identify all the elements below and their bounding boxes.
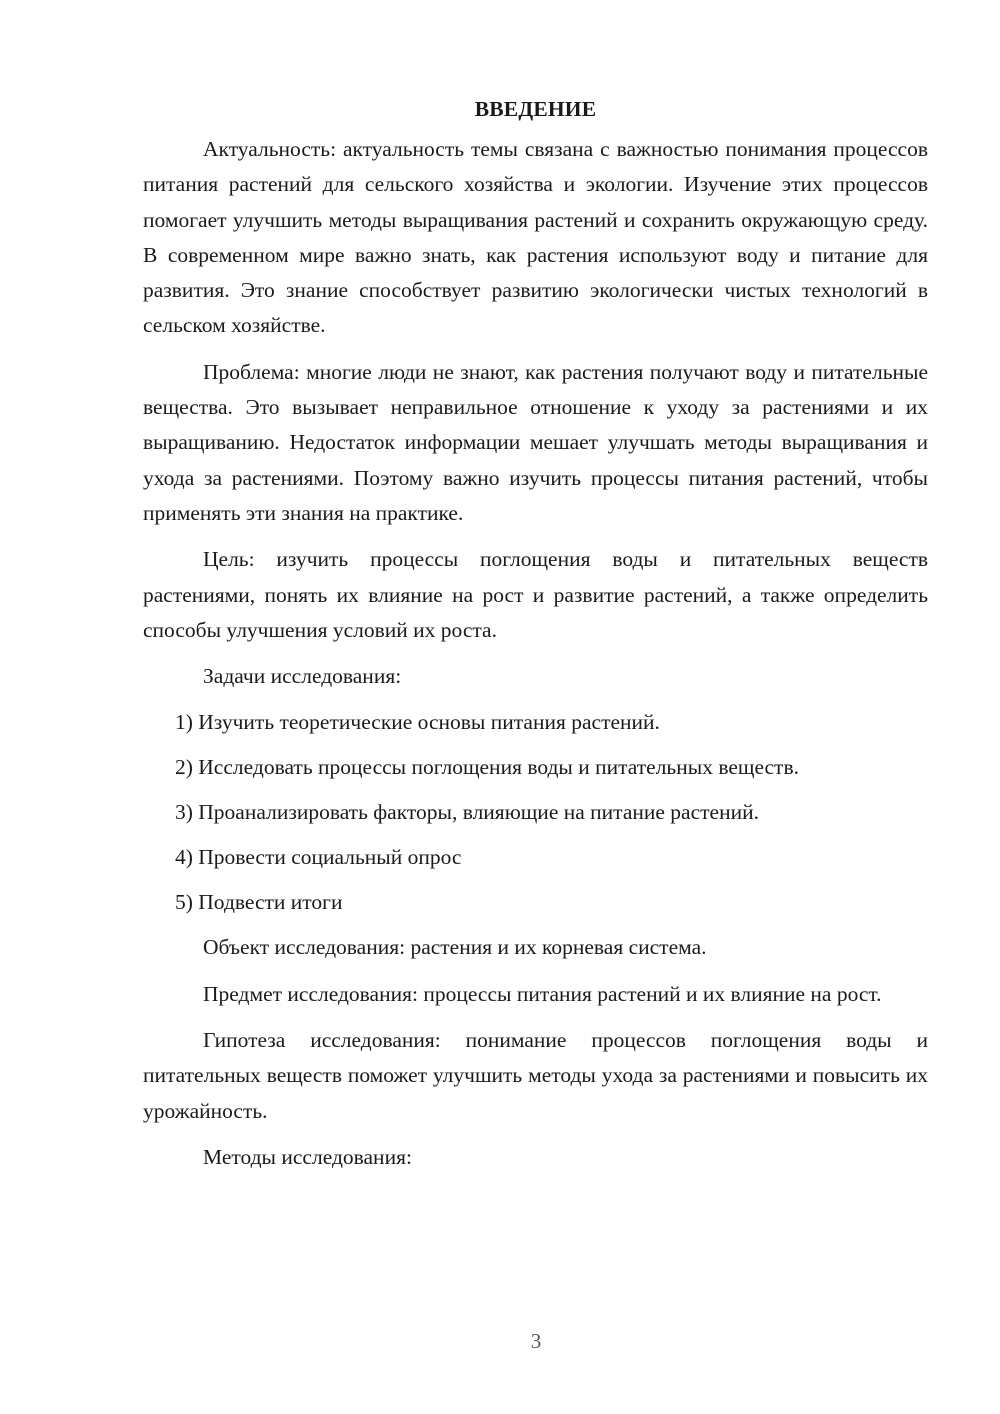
tasks-list [143,705,928,920]
subject-paragraph: Предмет исследования: процессы питания растений и их влияние на рост. [203,981,882,1006]
list-item: 1) Изучить теоретические основы питания растений. [175,710,660,735]
object-paragraph: Объект исследования: растения и их корневая система. [203,935,707,960]
page-title: ВВЕДЕНИЕ [474,97,597,121]
hypothesis-paragraph: Гипотеза исследования: понимание процессов поглощения воды и питательных веществ поможет улучшить методы ухода за растениями и повысить их урожайность. [143,1028,928,1123]
methods-heading: Методы исследования: [203,1144,412,1169]
list-item: 4) Провести социальный опрос [175,845,462,870]
goal-paragraph: Цель: изучить процессы поглощения воды и питательных веществ растениями, понять их влияние на рост и развитие растений, а также определить способы улучшения условий их роста. [143,547,928,642]
tasks-heading: Задачи исследования: [203,664,402,689]
problem-paragraph: Проблема: многие люди не знают, как растения получают воду и питательные вещества. Это вызывает неправильное отношение к уходу за растениями и их выращиванию. Недостаток информации мешает улучшать методы выращивания и ухода за растениями. Поэтому важно изучить процессы питания растений, чтобы применять эти знания на практике. [143,359,928,525]
relevance-paragraph: Актуальность: актуальность темы связана с важностью понимания процессов питания растений для сельского хозяйства и экологии. Изучение этих процессов помогает улучшить методы выращивания растений и сохранить окружающую среду. В современном мире важно знать, как растения используют воду и питание для развития. Это знание способствует развитию экологически чистых технологий в сельском хозяйстве. [143,137,928,338]
page-number: 3 [530,1329,542,1353]
list-item: 5) Подвести итоги [175,890,343,915]
list-item: 3) Проанализировать факторы, влияющие на питание растений. [175,800,759,825]
list-item: 2) Исследовать процессы поглощения воды и питательных веществ. [175,755,799,780]
document-page [143,92,928,1186]
